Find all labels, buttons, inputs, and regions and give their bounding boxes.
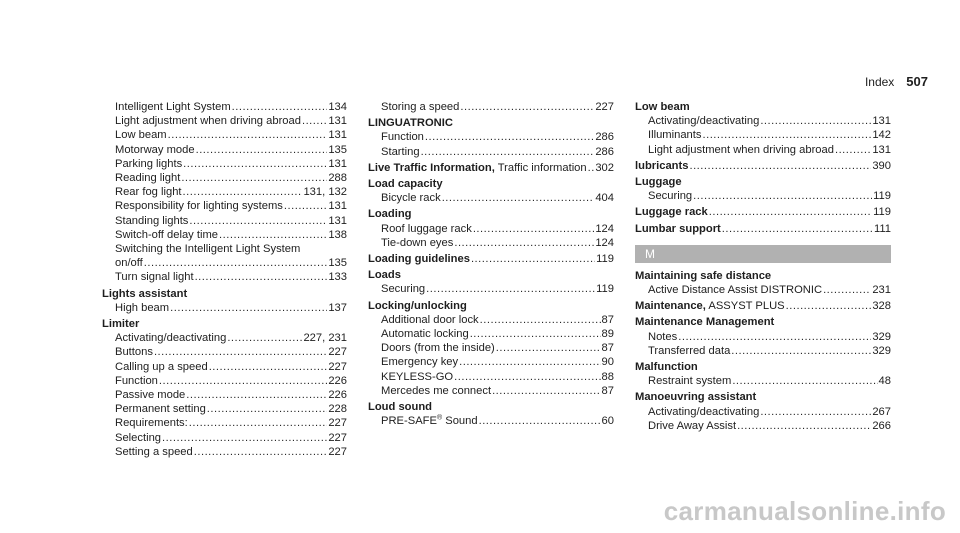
index-entry: Additional door lock ..... 87 xyxy=(368,313,614,327)
index-entry: Light adjustment when driving abroad ..... 131 xyxy=(635,143,891,157)
index-column-1 xyxy=(102,100,347,459)
index-entry: Securing ..... 119 xyxy=(635,189,891,203)
index-heading: Malfunction xyxy=(635,361,698,374)
index-entry: PRE-SAFE® Sound ..... 60 xyxy=(368,414,614,428)
index-heading: Limiter xyxy=(102,318,140,331)
index-entry: Bicycle rack ..... 404 xyxy=(368,191,614,205)
watermark: carmanualsonline.info xyxy=(663,496,946,526)
index-entry: Calling up a speed ..... 227 xyxy=(102,360,347,374)
index-entry: Parking lights ..... 131 xyxy=(102,157,347,171)
index-entry: Storing a speed ..... 227 xyxy=(368,100,614,114)
index-entry: Rear fog light ..... 131, 132 xyxy=(102,185,347,199)
index-heading: Maintaining safe distance xyxy=(635,269,772,282)
index-entry: Illuminants ..... 142 xyxy=(635,128,891,142)
index-entry: Switch-off delay time ..... 138 xyxy=(102,228,347,242)
index-label: Index xyxy=(864,75,895,89)
index-entry: Passive mode ..... 226 xyxy=(102,388,347,402)
index-heading: Locking/unlocking xyxy=(368,299,467,312)
index-entry: KEYLESS-GO ..... 88 xyxy=(368,370,614,384)
index-entry: Turn signal light ..... 133 xyxy=(102,270,347,284)
index-entry: Restraint system ..... 48 xyxy=(635,374,891,388)
index-heading: LINGUATRONIC xyxy=(368,117,453,130)
index-heading: Loads xyxy=(368,269,401,282)
index-entry: Requirements: ..... 227 xyxy=(102,416,347,430)
index-entry: Starting ..... 286 xyxy=(368,145,614,159)
index-entry: Activating/deactivating ..... 227, 231 xyxy=(102,331,347,345)
index-entry: Reading light ..... 288 xyxy=(102,171,347,185)
index-entry: Permanent setting ..... 228 xyxy=(102,402,347,416)
index-entry-continued: Switching the Intelligent Light System xyxy=(115,243,301,256)
index-heading: Luggage xyxy=(635,176,682,189)
index-heading-entry: Live Traffic Information, Traffic information ..... 302 xyxy=(368,159,614,175)
index-heading: Loud sound xyxy=(368,401,433,414)
index-entry: Function ..... 226 xyxy=(102,374,347,388)
index-heading-entry: Maintenance, ASSYST PLUS ..... 328 xyxy=(635,297,891,313)
index-entry: Doors (from the inside) ..... 87 xyxy=(368,341,614,355)
index-entry: Activating/deactivating ..... 131 xyxy=(635,114,891,128)
index-heading: Loading xyxy=(368,208,412,221)
index-heading: Maintenance Management xyxy=(635,316,775,329)
page-number: 507 xyxy=(906,74,928,89)
index-entry: High beam ..... 137 xyxy=(102,301,347,315)
index-entry: Mercedes me connect ..... 87 xyxy=(368,384,614,398)
index-heading: Low beam xyxy=(635,101,690,113)
index-column-2 xyxy=(368,100,614,428)
index-entry: Function ..... 286 xyxy=(368,130,614,144)
index-heading-entry: Lumbar support ..... 111 xyxy=(635,220,891,236)
index-entry: Automatic locking ..... 89 xyxy=(368,327,614,341)
index-entry: Emergency key ..... 90 xyxy=(368,355,614,369)
index-entry: Active Distance Assist DISTRONIC ..... 231 xyxy=(635,283,891,297)
index-column-3 xyxy=(635,100,891,433)
index-entry: Tie-down eyes ..... 124 xyxy=(368,236,614,250)
index-heading-entry: Luggage rack ..... 119 xyxy=(635,203,891,219)
page-header xyxy=(865,74,928,89)
index-heading-entry: Loading guidelines ..... 119 xyxy=(368,250,614,266)
index-entry: Intelligent Light System ..... 134 xyxy=(102,100,347,114)
index-entry: Low beam ..... 131 xyxy=(102,128,347,142)
index-entry: Setting a speed ..... 227 xyxy=(102,445,347,459)
index-entry: Motorway mode ..... 135 xyxy=(102,143,347,157)
index-entry: Drive Away Assist ..... 266 xyxy=(635,419,891,433)
index-entry: Activating/deactivating ..... 267 xyxy=(635,405,891,419)
index-entry: Selecting ..... 227 xyxy=(102,431,347,445)
index-entry: Roof luggage rack ..... 124 xyxy=(368,222,614,236)
index-entry: Buttons ..... 227 xyxy=(102,345,347,359)
index-heading-entry: lubricants ..... 390 xyxy=(635,157,891,173)
index-heading: Load capacity xyxy=(368,178,443,191)
index-entry: Notes ..... 329 xyxy=(635,330,891,344)
index-entry: Standing lights ..... 131 xyxy=(102,214,347,228)
index-entry: Responsibility for lighting systems ..... 131 xyxy=(102,199,347,213)
index-entry: Light adjustment when driving abroad ..... 131 xyxy=(102,114,347,128)
index-entry: Transferred data ..... 329 xyxy=(635,344,891,358)
index-heading: Lights assistant xyxy=(102,287,188,300)
index-entry: on/off ..... 135 xyxy=(102,256,347,270)
letter-section-bar: M xyxy=(635,245,891,263)
index-entry: Securing ..... 119 xyxy=(368,282,614,296)
index-heading: Manoeuvring assistant xyxy=(635,391,757,404)
